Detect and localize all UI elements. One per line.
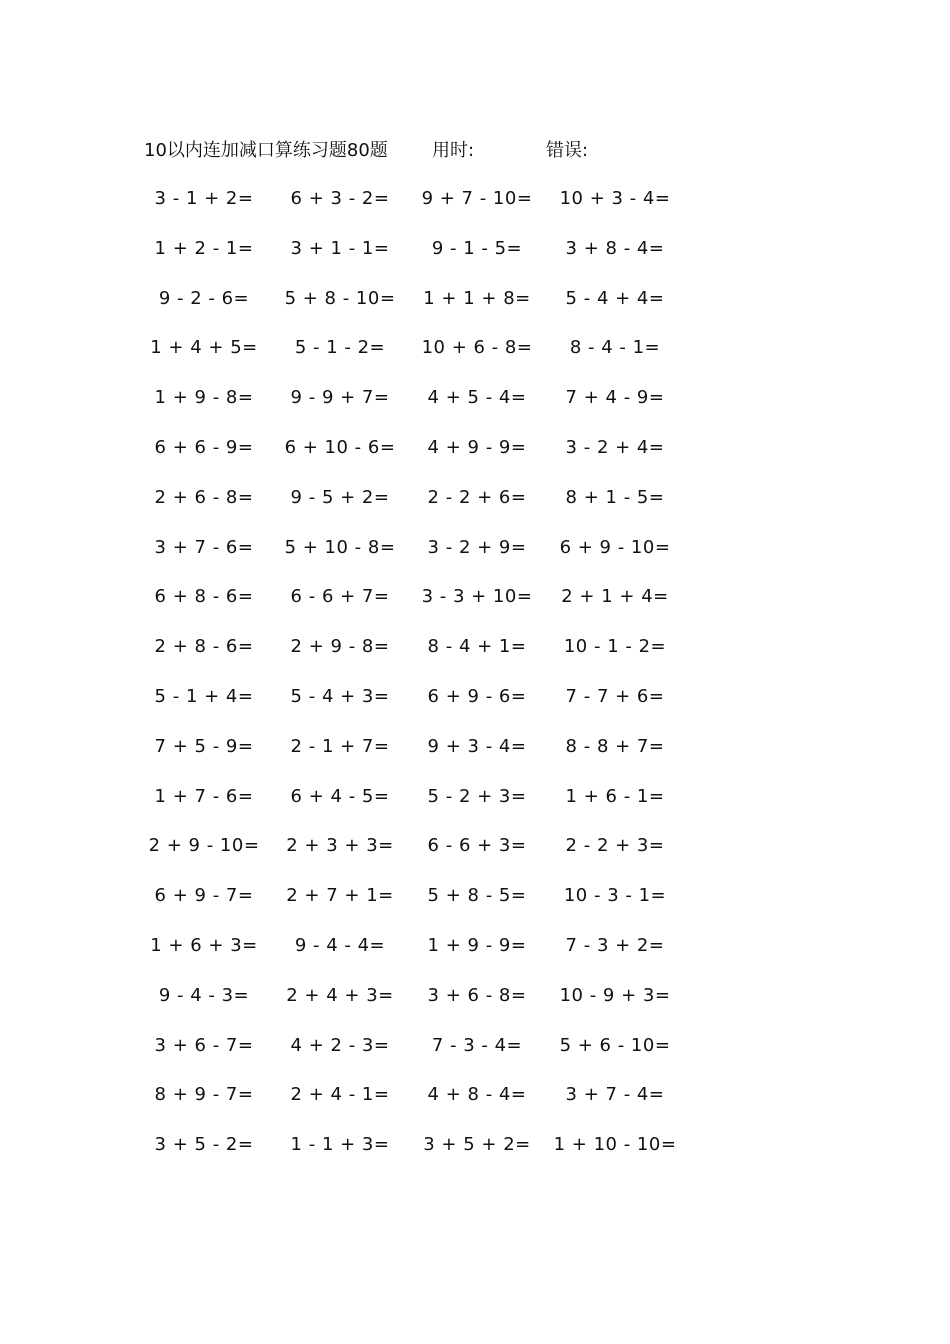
arithmetic-problem: 4 + 9 - 9= bbox=[427, 437, 527, 458]
arithmetic-problem: 4 + 5 - 4= bbox=[427, 387, 527, 409]
arithmetic-problem: 3 + 5 - 2= bbox=[154, 1134, 254, 1156]
time-label: 用时: bbox=[432, 140, 475, 161]
arithmetic-problem: 8 - 4 - 1= bbox=[569, 337, 661, 359]
arithmetic-problem: 3 + 6 - 8= bbox=[427, 984, 527, 1006]
arithmetic-problem: 4 + 2 - 3= bbox=[290, 1034, 390, 1056]
arithmetic-problem: 8 + 1 - 5= bbox=[565, 486, 665, 508]
arithmetic-problem: 10 - 3 - 1= bbox=[563, 885, 667, 907]
arithmetic-problem: 7 - 3 - 4= bbox=[431, 1034, 523, 1056]
arithmetic-problem: 6 + 9 - 6= bbox=[427, 686, 527, 707]
arithmetic-problem: 1 + 1 + 8= bbox=[423, 287, 531, 309]
arithmetic-problem: 2 + 8 - 6= bbox=[154, 636, 254, 658]
arithmetic-problem: 9 + 3 - 4= bbox=[427, 735, 527, 757]
arithmetic-problem: 5 + 8 - 5= bbox=[427, 885, 527, 907]
arithmetic-problem: 9 - 2 - 6= bbox=[158, 287, 250, 309]
arithmetic-problem: 9 - 4 - 4= bbox=[294, 935, 386, 956]
arithmetic-problem: 9 - 5 + 2= bbox=[290, 486, 390, 508]
arithmetic-problem: 7 - 7 + 6= bbox=[565, 686, 665, 707]
worksheet-title: 10以内连加减口算练习题80题 bbox=[144, 140, 388, 161]
arithmetic-problem: 5 - 1 + 4= bbox=[154, 686, 254, 707]
arithmetic-problem: 1 + 9 - 9= bbox=[427, 935, 527, 956]
arithmetic-problem: 1 + 6 - 1= bbox=[565, 785, 665, 807]
arithmetic-problem: 8 - 8 + 7= bbox=[565, 735, 665, 757]
arithmetic-problem: 2 + 9 - 10= bbox=[148, 835, 260, 857]
problem-grid bbox=[140, 184, 700, 1184]
arithmetic-problem: 2 + 4 - 1= bbox=[290, 1084, 390, 1106]
arithmetic-problem: 10 + 6 - 8= bbox=[421, 337, 533, 359]
arithmetic-problem: 2 - 2 + 3= bbox=[565, 835, 665, 857]
arithmetic-problem: 6 + 9 - 10= bbox=[559, 536, 671, 558]
arithmetic-problem: 3 + 8 - 4= bbox=[565, 237, 665, 259]
arithmetic-problem: 2 + 9 - 8= bbox=[290, 636, 390, 658]
arithmetic-problem: 7 + 4 - 9= bbox=[565, 387, 665, 409]
arithmetic-problem: 1 - 1 + 3= bbox=[290, 1134, 390, 1156]
errors-label: 错误: bbox=[546, 140, 589, 161]
arithmetic-problem: 5 - 1 - 2= bbox=[294, 337, 386, 359]
arithmetic-problem: 1 + 9 - 8= bbox=[154, 387, 254, 409]
arithmetic-problem: 3 + 6 - 7= bbox=[154, 1034, 254, 1056]
arithmetic-problem: 10 - 9 + 3= bbox=[559, 984, 671, 1006]
arithmetic-problem: 6 + 10 - 6= bbox=[284, 437, 396, 458]
arithmetic-problem: 2 - 2 + 6= bbox=[427, 486, 527, 508]
arithmetic-problem: 4 + 8 - 4= bbox=[427, 1084, 527, 1106]
arithmetic-problem: 3 + 1 - 1= bbox=[290, 237, 390, 259]
worksheet-header bbox=[144, 136, 704, 166]
arithmetic-problem: 6 + 4 - 5= bbox=[290, 785, 390, 807]
arithmetic-problem: 9 - 9 + 7= bbox=[290, 387, 390, 409]
arithmetic-problem: 5 - 4 + 3= bbox=[290, 686, 390, 707]
arithmetic-problem: 5 + 8 - 10= bbox=[284, 287, 396, 309]
arithmetic-problem: 2 + 3 + 3= bbox=[286, 835, 394, 857]
arithmetic-problem: 2 + 4 + 3= bbox=[286, 984, 394, 1006]
arithmetic-problem: 9 - 1 - 5= bbox=[431, 237, 523, 259]
arithmetic-problem: 6 + 9 - 7= bbox=[154, 885, 254, 907]
arithmetic-problem: 1 + 4 + 5= bbox=[150, 337, 258, 359]
arithmetic-problem: 6 + 8 - 6= bbox=[154, 586, 254, 608]
arithmetic-problem: 3 + 7 - 4= bbox=[565, 1084, 665, 1106]
arithmetic-problem: 3 + 5 + 2= bbox=[423, 1134, 531, 1156]
arithmetic-problem: 10 - 1 - 2= bbox=[563, 636, 667, 658]
arithmetic-problem: 9 - 4 - 3= bbox=[158, 984, 250, 1006]
arithmetic-problem: 1 + 6 + 3= bbox=[150, 935, 258, 956]
arithmetic-problem: 6 + 6 - 9= bbox=[154, 437, 254, 458]
arithmetic-problem: 9 + 7 - 10= bbox=[421, 188, 533, 209]
arithmetic-problem: 2 - 1 + 7= bbox=[290, 735, 390, 757]
arithmetic-problem: 2 + 7 + 1= bbox=[286, 885, 394, 907]
arithmetic-problem: 3 - 2 + 4= bbox=[565, 437, 665, 458]
arithmetic-problem: 1 + 7 - 6= bbox=[154, 785, 254, 807]
arithmetic-problem: 5 - 4 + 4= bbox=[565, 287, 665, 309]
arithmetic-problem: 6 + 3 - 2= bbox=[290, 188, 390, 209]
arithmetic-problem: 3 + 7 - 6= bbox=[154, 536, 254, 558]
arithmetic-problem: 10 + 3 - 4= bbox=[559, 188, 671, 209]
arithmetic-problem: 8 - 4 + 1= bbox=[427, 636, 527, 658]
arithmetic-problem: 5 - 2 + 3= bbox=[427, 785, 527, 807]
arithmetic-problem: 6 - 6 + 3= bbox=[427, 835, 527, 857]
arithmetic-problem: 7 + 5 - 9= bbox=[154, 735, 254, 757]
arithmetic-problem: 3 - 1 + 2= bbox=[154, 188, 254, 209]
arithmetic-problem: 7 - 3 + 2= bbox=[565, 935, 665, 956]
arithmetic-problem: 2 + 1 + 4= bbox=[561, 586, 669, 608]
arithmetic-problem: 5 + 6 - 10= bbox=[559, 1034, 671, 1056]
arithmetic-problem: 6 - 6 + 7= bbox=[290, 586, 390, 608]
arithmetic-problem: 8 + 9 - 7= bbox=[154, 1084, 254, 1106]
arithmetic-problem: 3 - 3 + 10= bbox=[421, 586, 533, 608]
arithmetic-problem: 5 + 10 - 8= bbox=[284, 536, 396, 558]
arithmetic-problem: 3 - 2 + 9= bbox=[427, 536, 527, 558]
arithmetic-problem: 1 + 10 - 10= bbox=[553, 1134, 677, 1156]
arithmetic-problem: 1 + 2 - 1= bbox=[154, 237, 254, 259]
arithmetic-problem: 2 + 6 - 8= bbox=[154, 486, 254, 508]
